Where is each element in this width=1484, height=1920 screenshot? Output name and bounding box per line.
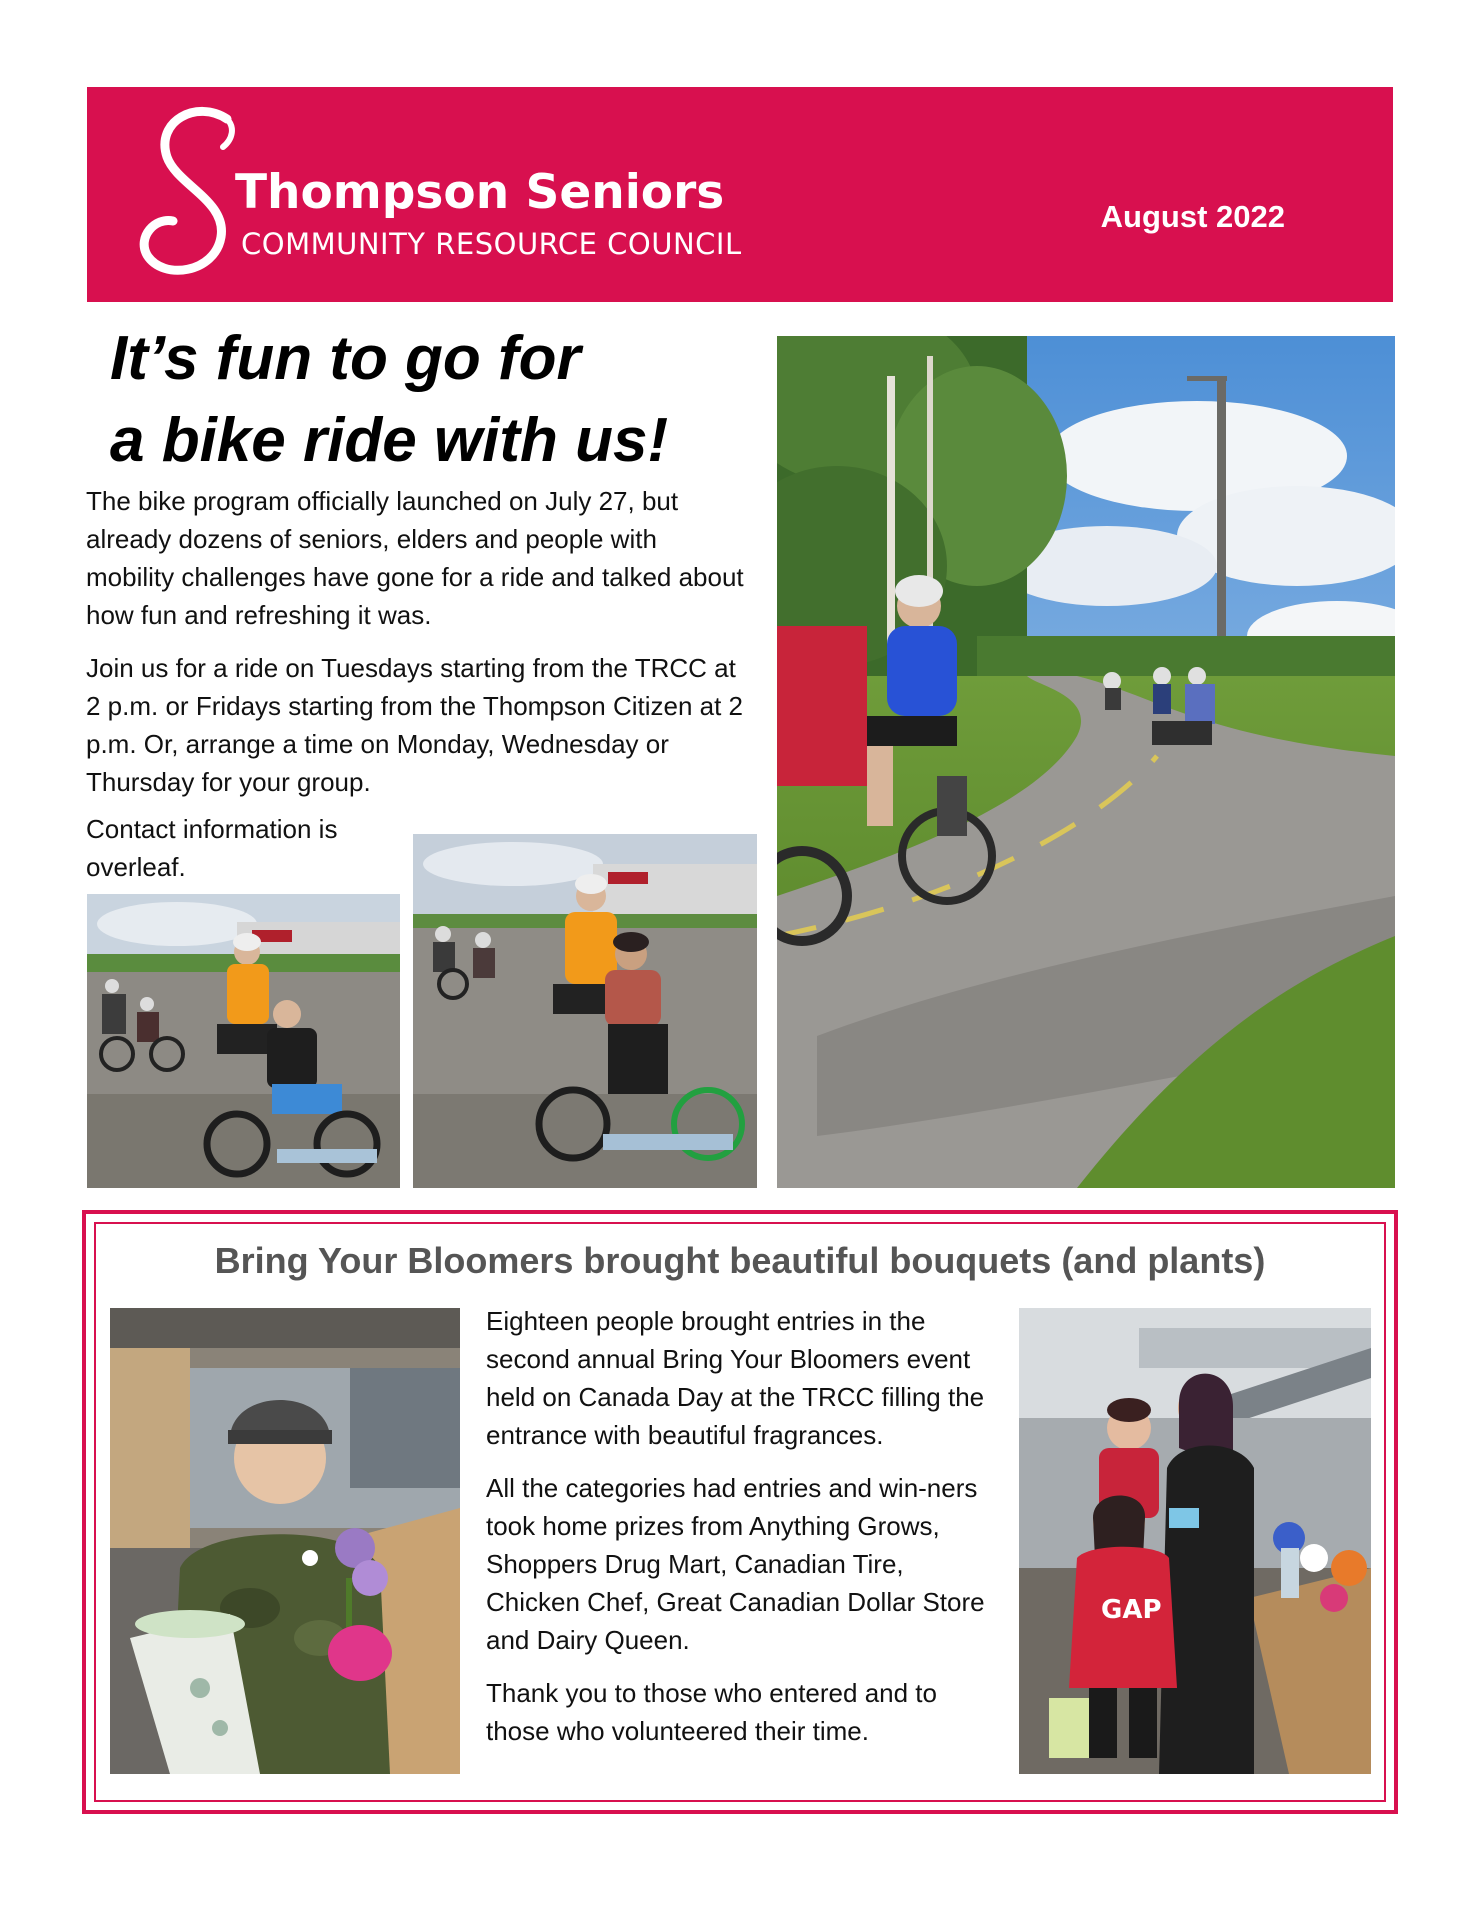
bloomers-article-body — [486, 1302, 998, 1765]
issue-date: August 2022 — [1100, 199, 1285, 234]
org-name: Thompson Seniors — [235, 165, 725, 220]
bike-paragraph: The bike program officially launched on July 27, but already dozens of seniors, elders and people with mobility challenges have gone for a ride and talked about how fun and refreshing it was. — [86, 486, 744, 630]
gap-shirt-logo: GAP — [1101, 1595, 1162, 1625]
org-subtitle: COMMUNITY RESOURCE COUNCIL — [241, 227, 742, 261]
bloomers-paragraph: All the categories had entries and win-ners took home prizes from Anything Grows, Shoppers Drug Mart, Canadian Tire, Chicken Chef, Great Canadian Dollar Store and Dairy Queen. — [486, 1473, 985, 1655]
bike-paragraph: Join us for a ride on Tuesdays starting from the TRCC at 2 p.m. or Fridays starting from the Thompson Citizen at 2 p.m. Or, arrange a time on Monday, Wednesday or Thursday for your group. — [86, 653, 744, 797]
boy-with-flowers-photo — [110, 1308, 460, 1774]
bloomers-title: Bring Your Bloomers brought beautiful bouquets (and plants) — [214, 1240, 1266, 1281]
bloomers-paragraph: Thank you to those who entered and to those who volunteered their time. — [486, 1678, 937, 1746]
contact-note: Contact information is overleaf. — [86, 814, 338, 882]
header-banner — [87, 87, 1393, 302]
bike-headline-line2: a bike ride with us! — [110, 406, 669, 475]
bike-riders-photo-1 — [87, 894, 400, 1188]
logo-s-icon — [127, 105, 247, 285]
bike-article-body — [86, 482, 746, 816]
bike-trail-photo — [777, 336, 1395, 1188]
bike-headline-line1: It’s fun to go for — [110, 324, 581, 393]
bloomers-paragraph: Eighteen people brought entries in the second annual Bring Your Bloomers event held on Canada Day at the TRCC filling the entrance with beautiful fragrances. — [486, 1306, 985, 1450]
bike-riders-photo-2 — [413, 834, 757, 1188]
woman-and-girls-photo — [1019, 1308, 1371, 1774]
bike-headline — [110, 318, 668, 482]
